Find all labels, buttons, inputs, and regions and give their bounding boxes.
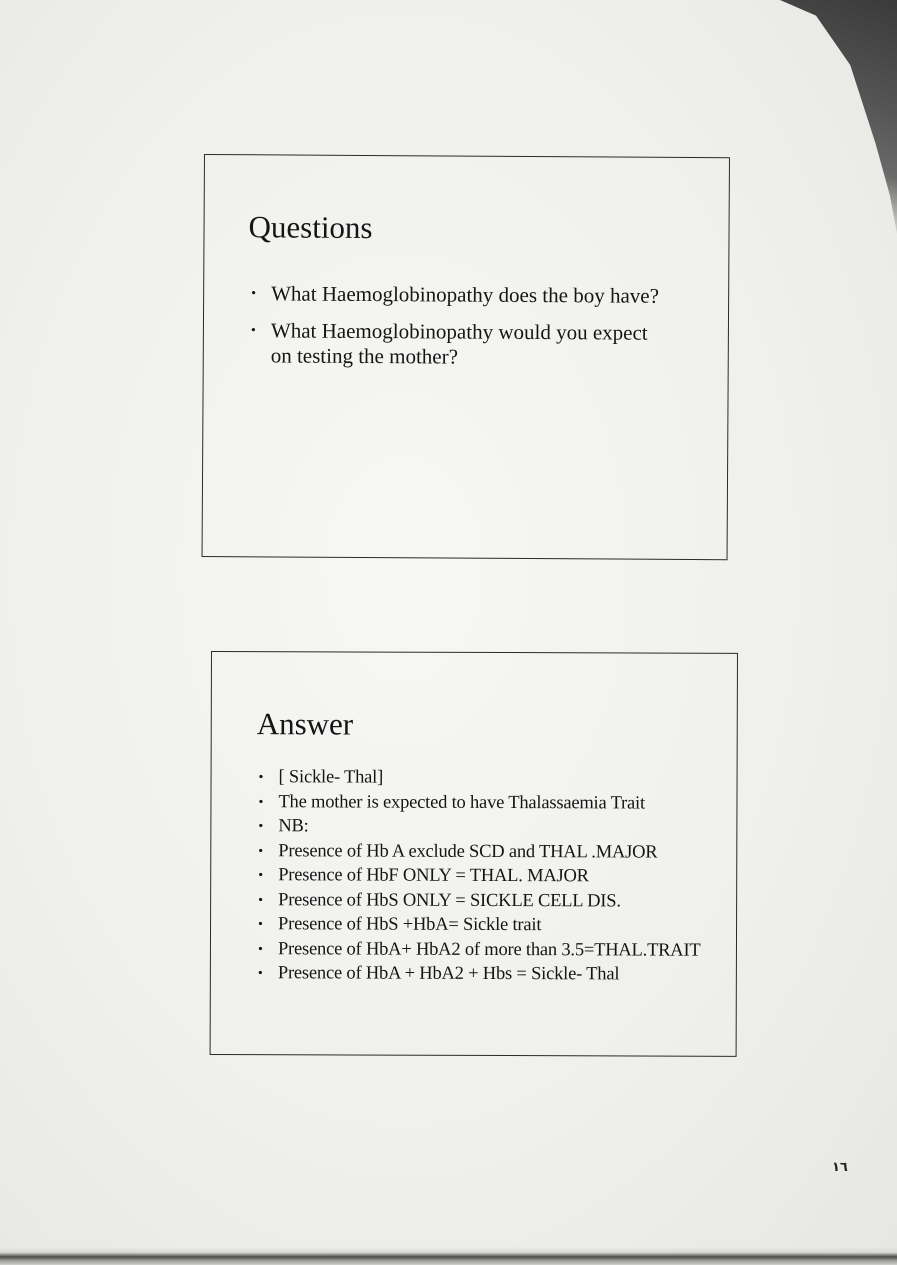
bullet-icon: •	[257, 966, 263, 982]
bullet-icon: •	[257, 941, 263, 957]
questions-title: Questions	[248, 209, 373, 246]
answer-text: Presence of HbA+ HbA2 of more than 3.5=THAL.TRAIT	[277, 938, 701, 961]
questions-list	[249, 281, 670, 383]
questions-slide	[202, 154, 730, 560]
page-bottom-edge	[0, 1247, 897, 1265]
answer-text: [ Sickle- Thal]	[278, 767, 384, 788]
bullet-icon: •	[258, 843, 264, 859]
answer-title: Answer	[256, 706, 354, 742]
question-text: What Haemoglobinopathy does the boy have?	[271, 281, 660, 308]
bullet-icon: •	[258, 868, 263, 884]
list-item	[256, 891, 706, 912]
bullet-icon: •	[258, 770, 264, 786]
answer-text: Presence of HbF ONLY = THAL. MAJOR	[278, 865, 589, 887]
list-item	[256, 915, 706, 936]
list-item	[257, 768, 707, 789]
list-item	[256, 793, 706, 814]
answer-text: Presence of HbA + HbA2 + Hbs = Sickle- Thal	[277, 963, 620, 985]
answer-text: Presence of Hb A exclude SCD and THAL .MAJOR	[278, 840, 658, 863]
answer-list	[256, 768, 707, 990]
list-item	[256, 817, 706, 838]
list-item	[256, 842, 706, 863]
page-number: ١٦	[832, 1160, 848, 1175]
answer-text: NB:	[278, 816, 309, 837]
bullet-icon: •	[250, 323, 256, 339]
answer-text: The mother is expected to have Thalassaemia Trait	[278, 791, 645, 814]
bullet-icon: •	[258, 917, 263, 933]
list-item	[256, 866, 706, 887]
bullet-icon: •	[258, 819, 264, 835]
answer-slide	[210, 651, 738, 1057]
list-item	[249, 281, 669, 309]
bullet-icon: •	[258, 892, 263, 908]
list-item	[256, 940, 706, 961]
answer-text: Presence of HbS +HbA= Sickle trait	[278, 914, 542, 936]
list-item	[249, 318, 669, 371]
bullet-icon: •	[251, 286, 257, 302]
question-text: What Haemoglobinopathy would you expect on testing the mother?	[270, 318, 648, 369]
bullet-icon: •	[258, 794, 264, 810]
answer-text: Presence of HbS ONLY = SICKLE CELL DIS.	[278, 889, 621, 911]
list-item	[256, 964, 706, 985]
